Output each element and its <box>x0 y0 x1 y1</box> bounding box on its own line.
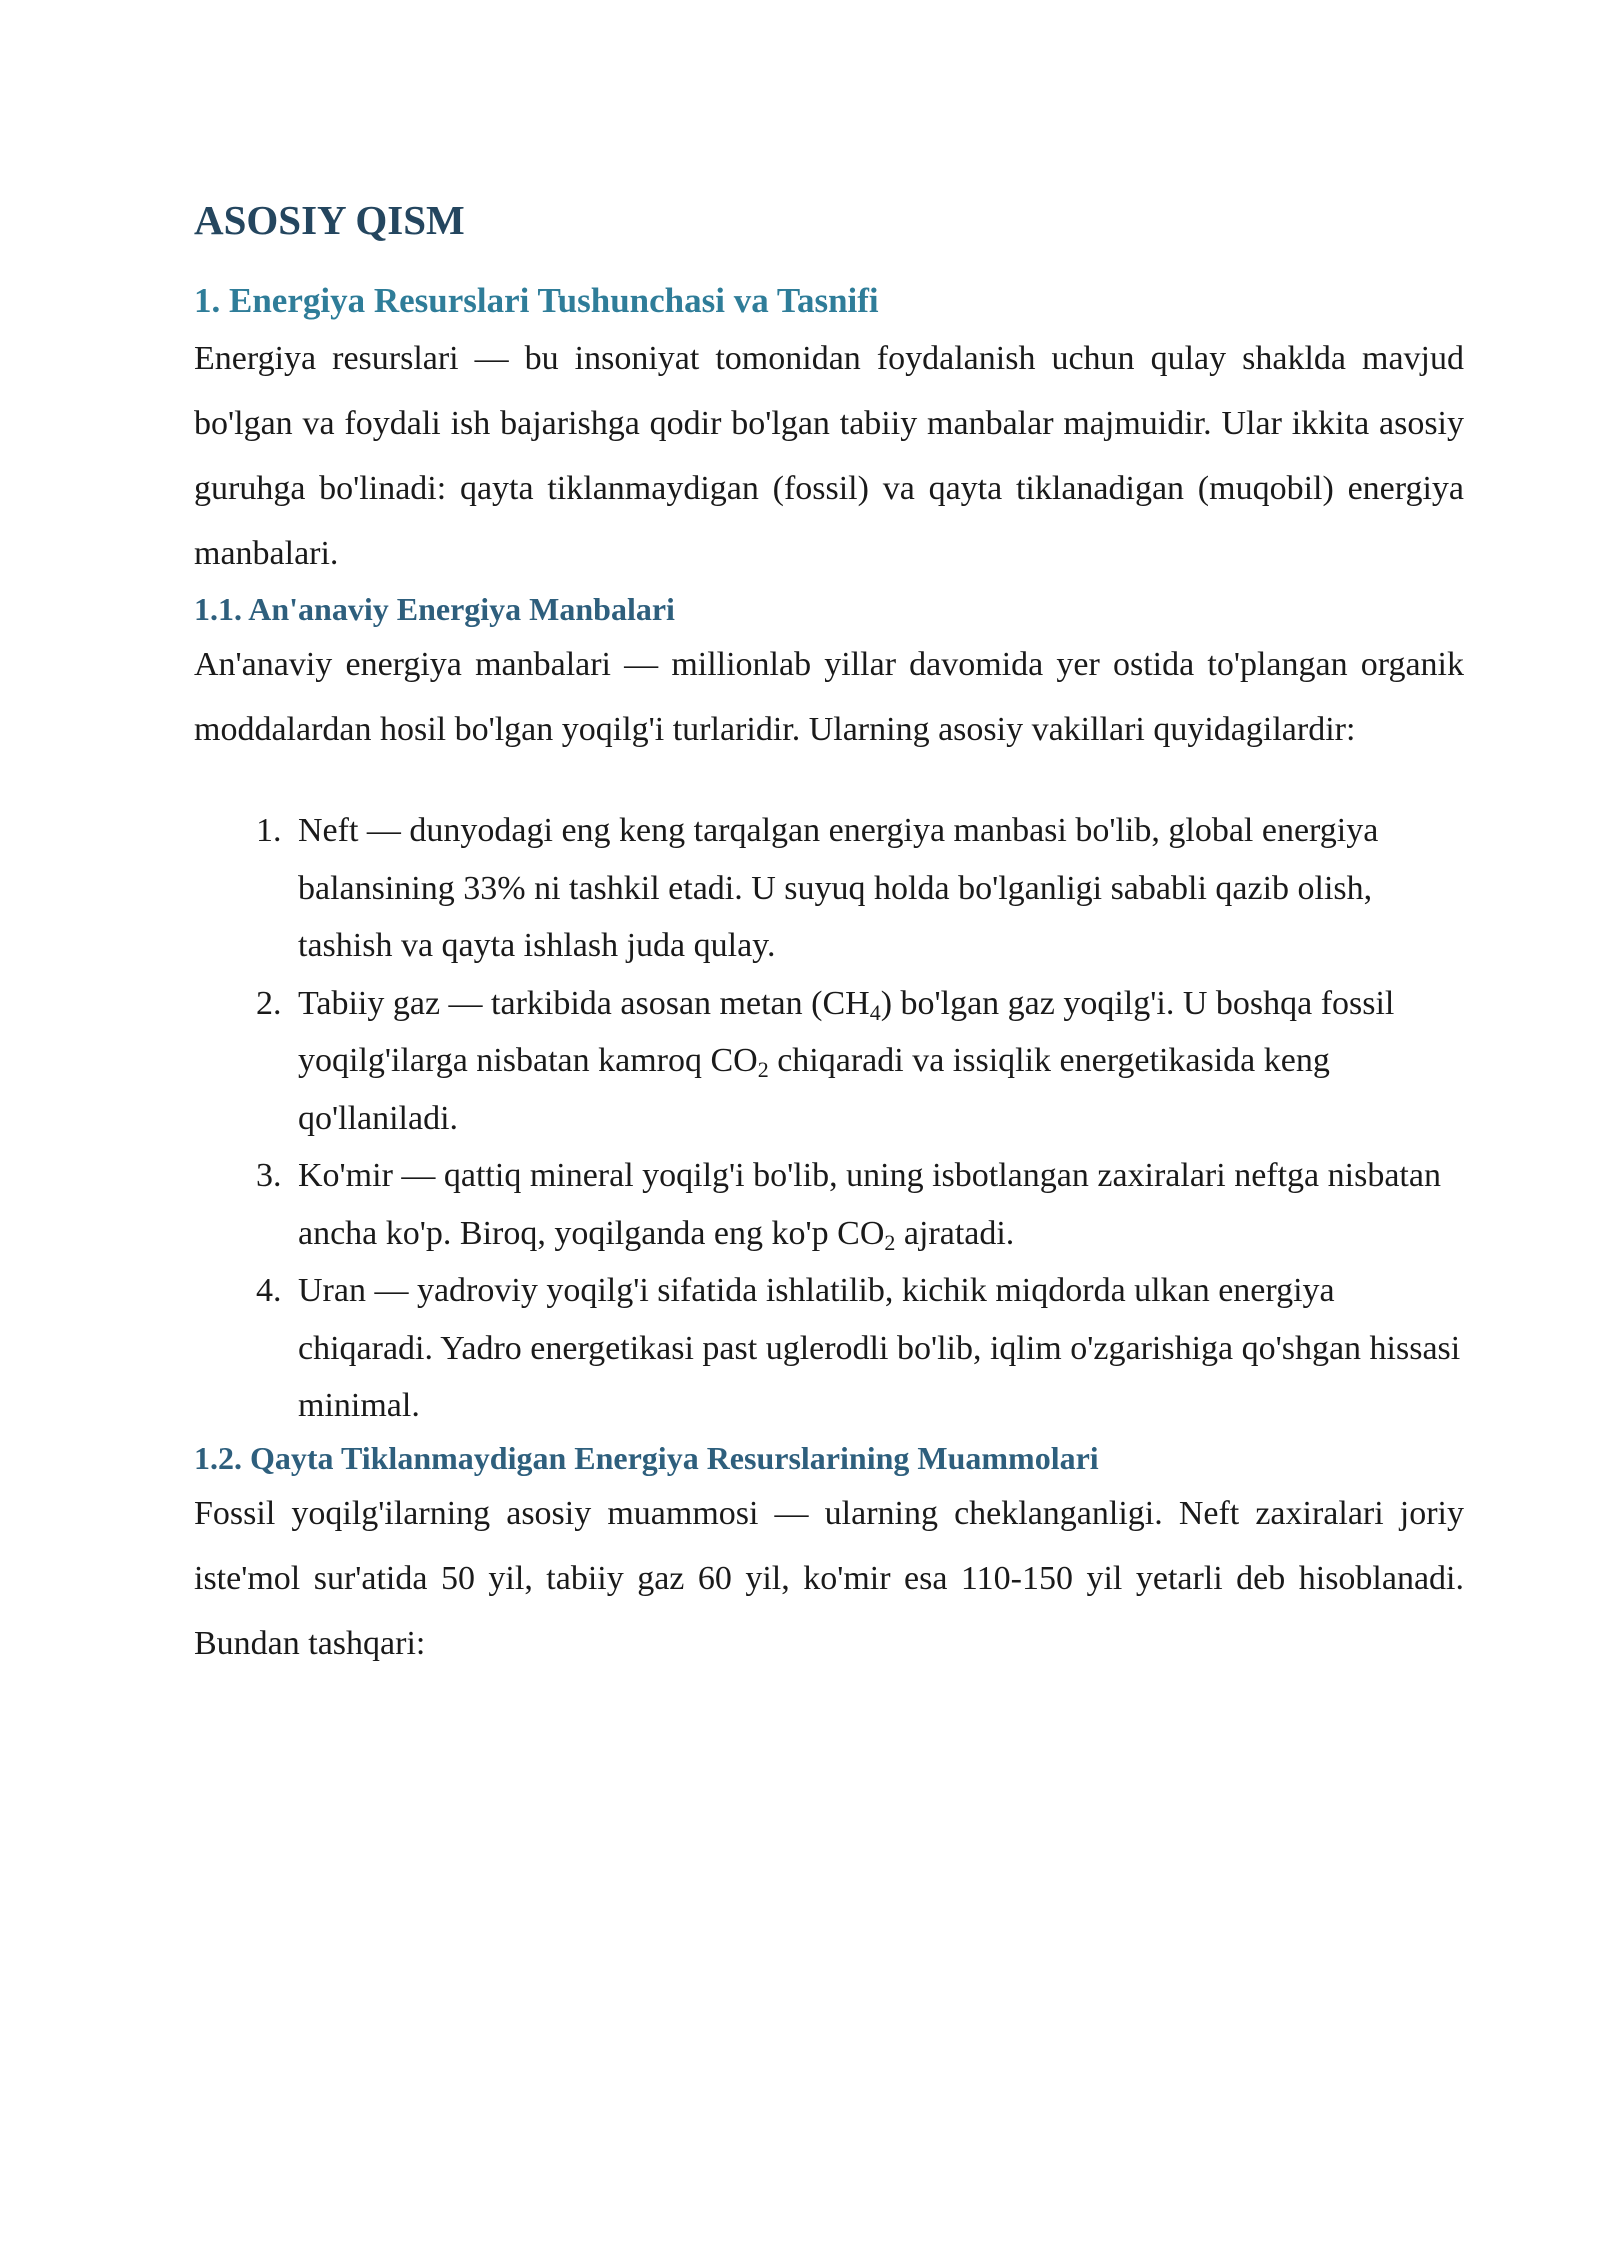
list-item-natural-gas <box>290 975 1464 1148</box>
list-item-oil <box>290 802 1464 975</box>
list-item-text: Neft — dunyodagi eng keng tarqalgan energiya manbasi bo'lib, global energiya balansining 33% ni tashkil etadi. U suyuq holda bo'lganligi sababli qazib olish, tashish va qayta ishlash juda qulay. <box>298 812 1379 964</box>
list-item-text: ) bo'lgan gaz yoqilg'i. U boshqa fossil yoqilg'ilarga nisbatan kamroq CO <box>298 984 1395 1079</box>
subscript: 4 <box>869 999 881 1025</box>
subsection-heading-nonrenewable-problems: 1.2. Qayta Tiklanmaydigan Energiya Resurslarining Muammolari <box>194 1439 1099 1476</box>
list-item-coal <box>290 1147 1464 1262</box>
subscript: 2 <box>757 1057 769 1082</box>
list-item-text: Uran — yadroviy yoqilg'i sifatida ishlatilib, kichik miqdorda ulkan energiya chiqaradi. Yadro energetikasi past uglerodli bo'lib, iqlim o'zgarishiga qo'shgan hissasi minimal. <box>298 1272 1461 1424</box>
list-item-text: Tabiiy gaz — tarkibida asosan metan (CH <box>298 984 870 1022</box>
numbered-list-energy-sources <box>194 802 1464 1435</box>
document-page <box>194 190 1464 1676</box>
subsection-heading-traditional-sources: 1.1. An'anaviy Energiya Manbalari <box>194 591 675 627</box>
paragraph-traditional-sources: An'anaviy energiya manbalari — millionlab yillar davomida yer ostida to'plangan organik moddalardan hosil bo'lgan yoqilg'i turlaridir. Ularning asosiy vakillari quyidagilardir: <box>194 646 1464 748</box>
paragraph-energy-resources-definition: Energiya resurslari — bu insoniyat tomonidan foydalanish uchun qulay shaklda mavjud bo'lgan va foydali ish bajarishga qodir bo'lgan tabiiy manbalar majmuidir. Ular ikkita asosiy guruhga bo'linadi: qayta tiklanmaydigan (fossil) va qayta tiklanadigan (muqobil) energiya manbalari. <box>194 340 1464 572</box>
page-title: ASOSIY QISM <box>194 197 465 243</box>
list-item-text: ajratadi. <box>895 1214 1015 1252</box>
paragraph-nonrenewable-problems: Fossil yoqilg'ilarning asosiy muammosi — ularning cheklanganligi. Neft zaxiralari joriy iste'mol sur'atida 50 yil, tabiiy gaz 60 yil, ko'mir esa 110-150 yil yetarli deb hisoblanadi. Bundan tashqari: <box>194 1494 1464 1662</box>
subscript: 2 <box>884 1229 896 1255</box>
list-item-text: Ko'mir — qattiq mineral yoqilg'i bo'lib, uning isbotlangan zaxiralari neftga nisbatan ancha ko'p. Biroq, yoqilganda eng ko'p CO <box>298 1157 1441 1252</box>
list-item-text: chiqaradi va issiqlik energetikasida keng qo'llaniladi. <box>298 1042 1330 1137</box>
section-heading-energy-resources: 1. Energiya Resurslari Tushunchasi va Tasnifi <box>194 281 879 320</box>
list-item-uranium <box>290 1262 1464 1435</box>
